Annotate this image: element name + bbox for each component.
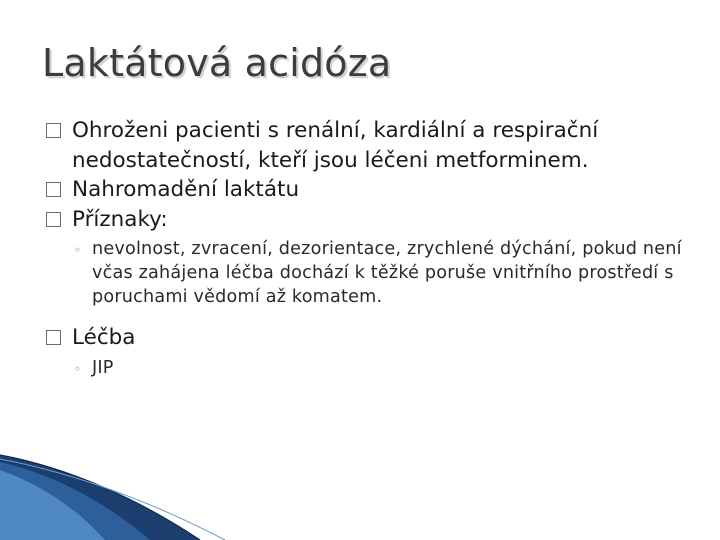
list-item xyxy=(46,323,696,353)
bullet-list xyxy=(46,116,696,381)
list-item xyxy=(46,175,696,205)
list-item-text: Příznaky: xyxy=(72,206,168,232)
circle-bullet-icon: ◦ xyxy=(74,243,82,257)
list-item-text: Nahromadění laktátu xyxy=(72,177,300,202)
sub-list-item xyxy=(74,357,696,381)
list-item xyxy=(46,116,696,175)
sub-list-item xyxy=(74,238,696,309)
box-bullet-icon xyxy=(46,330,61,345)
slide-title: Laktátová acidóza xyxy=(42,41,392,85)
sub-list-item-text: nevolnost, zvracení, dezorientace, zrychlené dýchání, pokud není včas zahájena léčba dochází k těžké poruše vnitřního prostředí s poruchami vědomí až komatem. xyxy=(92,239,682,307)
box-bullet-icon xyxy=(46,212,61,227)
list-item-text: Léčba xyxy=(72,325,136,351)
box-bullet-icon xyxy=(46,123,61,138)
circle-bullet-icon: ◦ xyxy=(74,361,82,376)
sub-list-item-text: JIP xyxy=(92,357,114,378)
box-bullet-icon xyxy=(46,182,61,197)
list-item xyxy=(46,205,696,235)
list-item-text: Ohroženi pacienti s renální, kardiální a respirační nedostatečností, kteří jsou léčeni metforminem. xyxy=(72,118,599,173)
